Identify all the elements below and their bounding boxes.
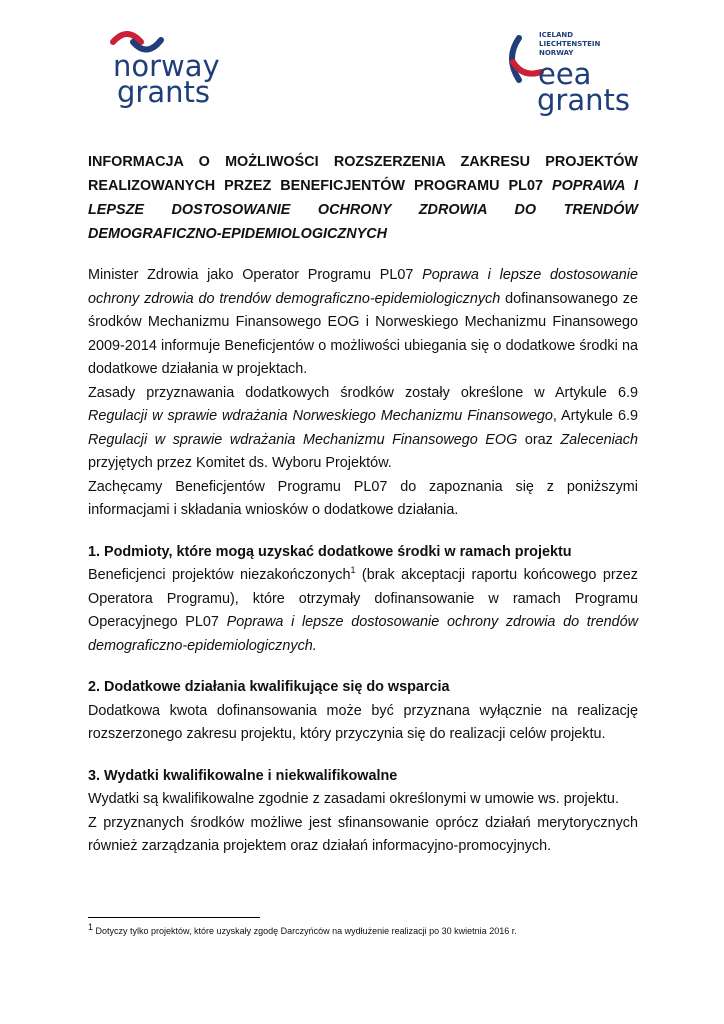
section-2-text: Dodatkowa kwota dofinansowania może być przyznana wyłącznie na realizację rozszerzonego zakresu projektu, który przyczynia się do realizacji celów projektu. (88, 702, 638, 742)
norway-logo-line1: norway (113, 49, 220, 83)
section-2-heading: 2. Dodatkowe działania kwalifikujące się do wsparcia (88, 679, 450, 695)
eea-grants-logo (505, 28, 635, 118)
intro-paragraph-2 (88, 382, 638, 476)
eea-logo-line2: grants (537, 83, 630, 117)
eea-logo-line1: eea (538, 57, 592, 91)
norway-logo-line2: grants (117, 75, 210, 108)
norway-grants-logo (103, 28, 228, 108)
intro-paragraph-3: Zachęcamy Beneficjentów Programu PL07 do zapoznania się z poniższymi informacjami i składania wniosków o dodatkowe działania. (88, 478, 638, 518)
section-1-text-b: (brak akceptacji raportu końcowego przez Operatora Programu), które otrzymały dofinansowanie w ramach Programu Operacyjnego PL07 (88, 567, 639, 630)
intro-p2-text: Zasady przyznawania dodatkowych środków zostały określone w Artykule 6.9 (88, 384, 638, 401)
section-1-text-a: Beneficjenci projektów niezakończonych (88, 567, 351, 583)
intro-p1-text: Minister Zdrowia jako Operator Programu PL07 (88, 267, 423, 283)
document-title (88, 150, 638, 246)
footnote (88, 922, 638, 937)
section-1-heading: 1. Podmioty, które mogą uzyskać dodatkowe środki w ramach projektu (88, 543, 572, 560)
recommendations: Zaleceniach (560, 431, 638, 448)
footnote-text: Dotyczy tylko projektów, które uzyskały zgodę Darczyńców na wydłużenie realizacji po 30 kwietnia 2016 r. (93, 926, 517, 936)
intro-p2-text-c: oraz (517, 431, 561, 448)
program-name: Poprawa i lepsze dostosowanie ochrony zdrowia do trendów demograficzno-epidemiologicznych (88, 267, 639, 307)
section-1-text (88, 564, 638, 658)
section-3-text-1: Wydatki są kwalifikowalne zgodnie z zasadami określonymi w umowie ws. projektu. (88, 791, 619, 807)
section-1-program-name: Poprawa i lepsze dostosowanie ochrony zdrowia do trendów demograficzno-epidemiologicznych. (88, 614, 638, 654)
intro-p2-text-d: przyjętych przez Komitet ds. Wyboru Projektów. (88, 455, 392, 471)
regulation-norway: Regulacji w sprawie wdrażania Norweskiego Mechanizmu Finansowego (88, 408, 553, 424)
intro-p2-text-b: , Artykule 6.9 (552, 408, 638, 424)
intro-paragraph-1 (88, 264, 638, 382)
eea-logo-small2: LIECHTENSTEIN (539, 40, 601, 48)
title-bold: INFORMACJA O MOŻLIWOŚCI ROZSZERZENIA ZAKRESU PROJEKTÓW REALIZOWANYCH PRZEZ BENEFICJENTÓW PROGRAMU PL07 (88, 154, 638, 194)
document-body (88, 150, 638, 859)
regulation-eea: Regulacji w sprawie wdrażania Mechanizmu Finansowego EOG (88, 431, 518, 448)
section-3-text-2: Z przyznanych środków możliwe jest sfinansowanie oprócz działań merytorycznych również zarządzania projektem oraz działań informacyjno-promocyjnych. (88, 814, 638, 854)
footnote-ref[interactable]: 1 (350, 565, 356, 576)
section-3-heading: 3. Wydatki kwalifikowalne i niekwalifikowalne (88, 767, 398, 784)
title-italic: POPRAWA I LEPSZE DOSTOSOWANIE OCHRONY ZDROWIA DO TRENDÓW DEMOGRAFICZNO-EPIDEMIOLOGICZNYCH (88, 178, 638, 242)
footnote-marker: 1 (88, 922, 94, 932)
eea-logo-small3: NORWAY (539, 49, 574, 57)
footnote-separator (88, 917, 260, 918)
intro-p1-rest: dofinansowanego ze środków Mechanizmu Finansowego EOG i Norweskiego Mechanizmu Finansowego 2009-2014 informuje Beneficjentów o możliwości ubiegania się o dodatkowe środki na dodatkowe działania w projektach. (88, 290, 639, 377)
eea-logo-small1: ICELAND (539, 31, 574, 39)
